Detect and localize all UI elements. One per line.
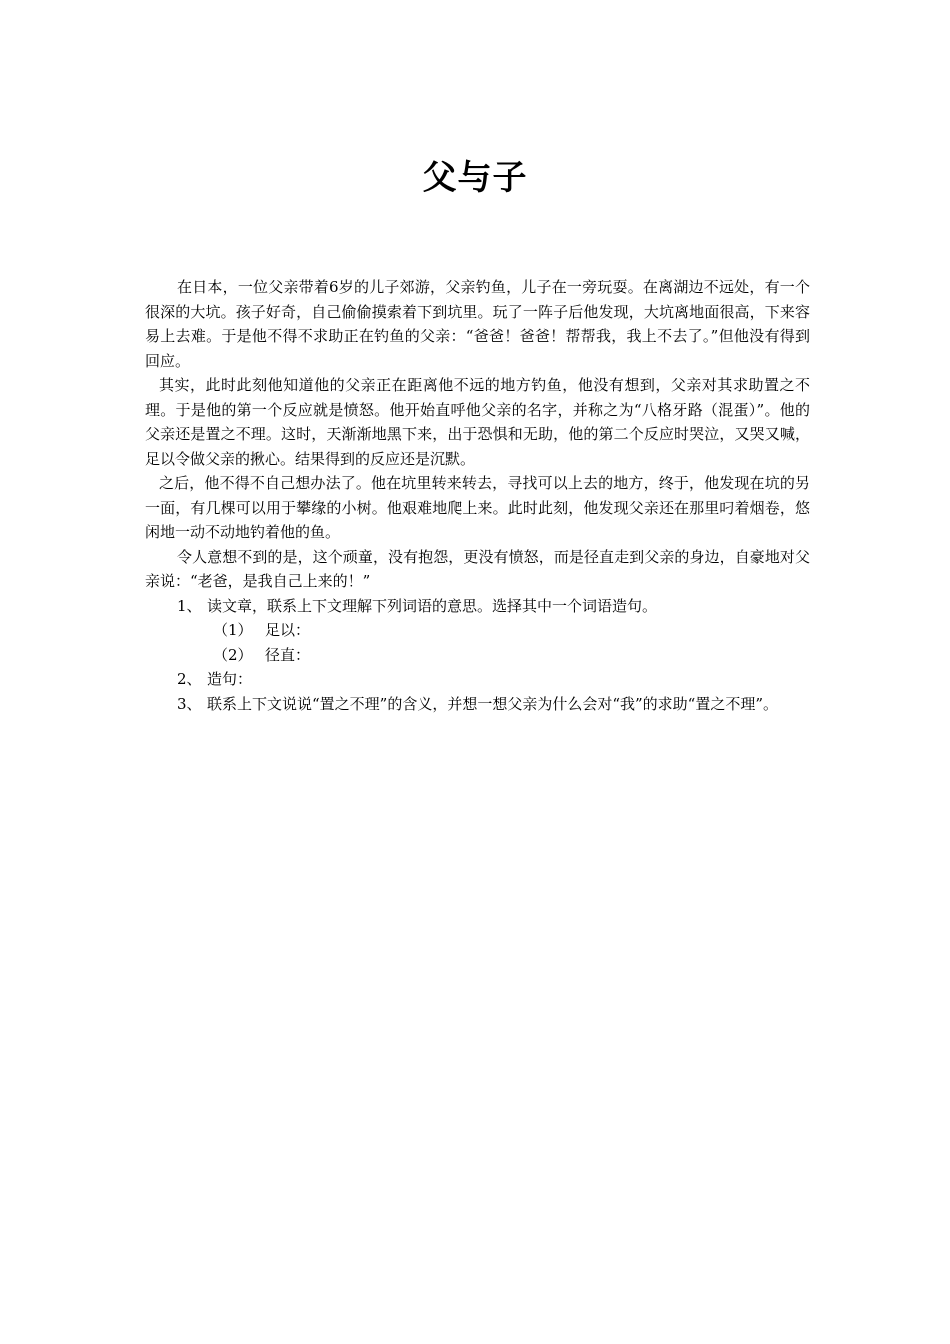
question-1-item-2-text: 径直： xyxy=(265,645,311,664)
page-title: 父与子 xyxy=(422,158,528,198)
question-1-item-1-number: （1） xyxy=(213,621,253,639)
question-3-text: 联系上下文说说“置之不理”的含义，并想一想父亲为什么会对“我”的求助“置之不理”。 xyxy=(207,694,779,713)
question-2 xyxy=(145,667,810,692)
question-1-item-1-text: 足以： xyxy=(265,621,311,639)
question-1-item-1 xyxy=(145,618,810,643)
paragraph-2: 其实，此时此刻他知道他的父亲正在距离他不远的地方钓鱼，他没有想到，父亲对其求助置之不理。于是他的第一个反应就是愤怒。他开始直呼他父亲的名字，并称之为“八格牙路（混蛋）”。他的父亲还是置之不理。这时，天渐渐地黑下来，出于恐惧和无助，他的第二个反应时哭泣，又哭又喊，足以令做父亲的揪心。结果得到的反应还是沉默。 xyxy=(145,376,810,468)
question-2-text: 造句： xyxy=(207,670,253,688)
question-3 xyxy=(145,692,810,717)
question-1 xyxy=(145,594,810,619)
question-1-number: 1、 xyxy=(177,596,202,615)
question-2-number: 2、 xyxy=(177,670,202,688)
question-1-item-2 xyxy=(145,643,810,668)
paragraph-4: 令人意想不到的是，这个顽童，没有抱怨，更没有愤怒，而是径直走到父亲的身边，自豪地对父亲说：“老爸，是我自己上来的！” xyxy=(145,547,810,590)
question-1-text: 读文章，联系上下文理解下列词语的意思。选择其中一个词语造句。 xyxy=(207,596,658,615)
paragraph-3: 之后，他不得不自己想办法了。他在坑里转来转去，寻找可以上去的地方，终于，他发现在坑的另一面，有几棵可以用于攀缘的小树。他艰难地爬上来。此时此刻，他发现父亲还在那里叼着烟卷，悠闲地一动不动地钓着他的鱼。 xyxy=(145,474,810,541)
question-3-number: 3、 xyxy=(177,694,202,713)
document-body xyxy=(145,275,810,716)
question-1-item-2-number: （2） xyxy=(213,645,253,664)
paragraph-1: 在日本，一位父亲带着6岁的儿子郊游，父亲钓鱼，儿子在一旁玩耍。在离湖边不远处，有一个很深的大坑。孩子好奇，自己偷偷摸索着下到坑里。玩了一阵子后他发现，大坑离地面很高，下来容易上去难。于是他不得不求助正在钓鱼的父亲：“爸爸！爸爸！帮帮我，我上不去了。”但他没有得到回应。 xyxy=(145,278,810,370)
